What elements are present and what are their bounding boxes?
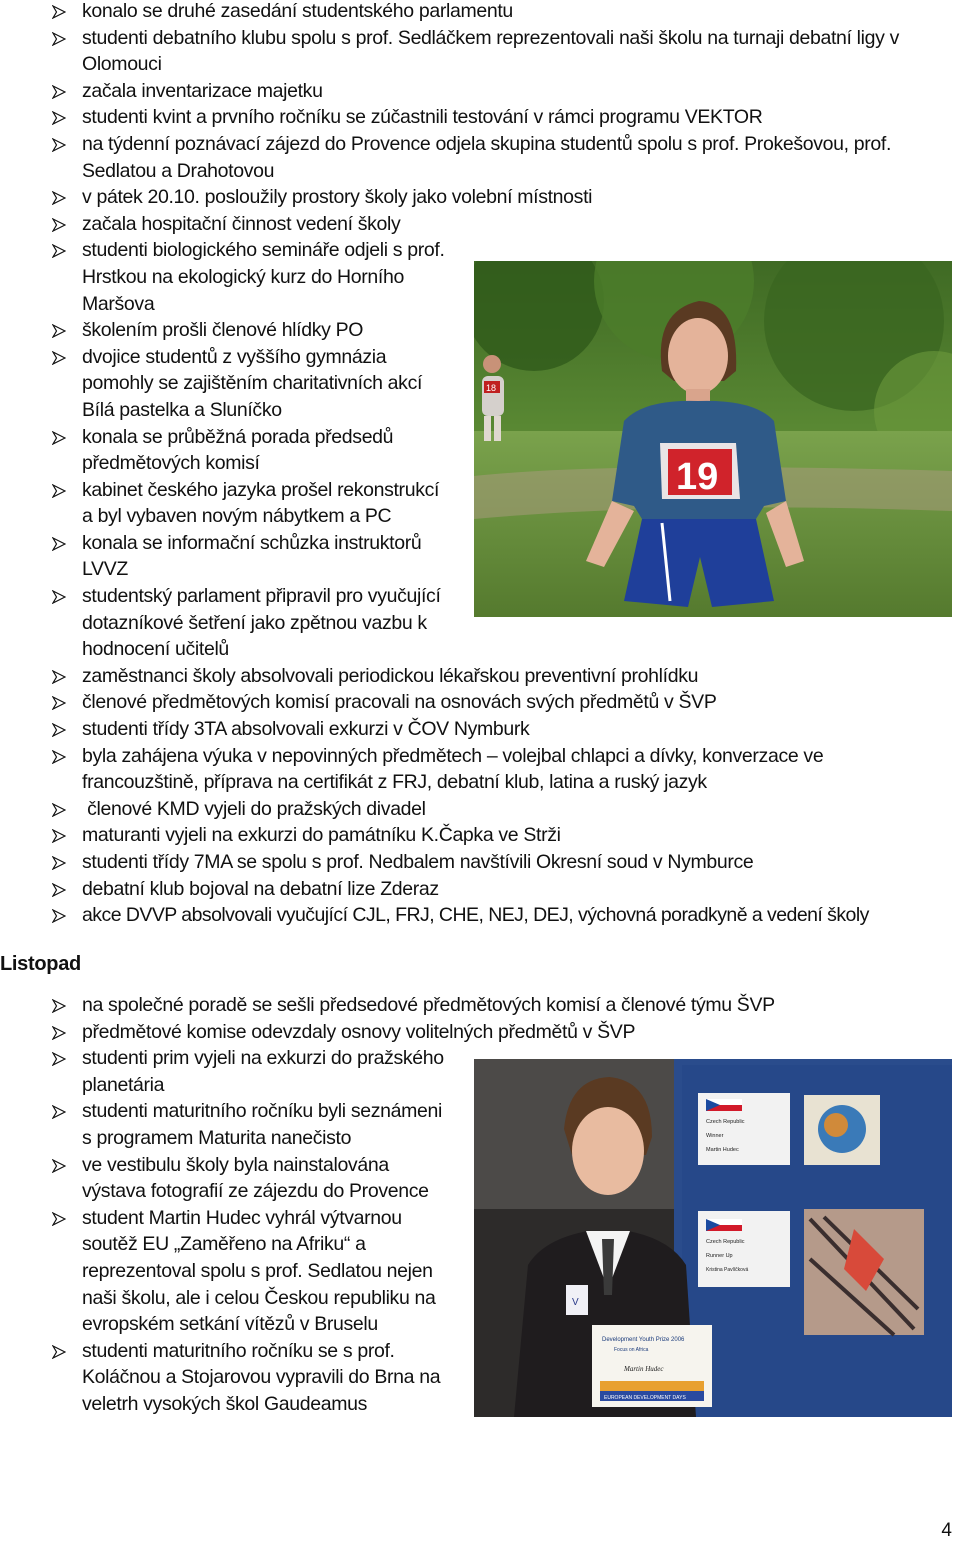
list-item-text: kabinet českého jazyka prošel rekonstrukcí a byl vybaven novým nábytkem a PC bbox=[82, 478, 440, 528]
list-item bbox=[0, 0, 960, 25]
list-item bbox=[0, 992, 960, 1019]
list-item-text: na týdenní poznávací zájezd do Provence odjela skupina studentů spolu s prof. Prokešovou, prof. Sedlatou a Drahotovou bbox=[82, 132, 892, 182]
list-item-text: studenti prim vyjeli na exkurzi do pražského planetária bbox=[82, 1047, 444, 1096]
arrow-chevron-icon bbox=[52, 351, 66, 365]
list-item-text: ve vestibulu školy byla nainstalována výstava fotografií ze zájezdu do Provence bbox=[82, 1153, 429, 1203]
list-item-text: začala hospitační činnost vedení školy bbox=[82, 212, 401, 235]
student-photo-graphic bbox=[474, 1059, 952, 1417]
svg-text:19: 19 bbox=[676, 456, 719, 498]
list-item bbox=[0, 78, 960, 105]
runner-photo-graphic bbox=[474, 261, 952, 617]
list-item bbox=[0, 25, 960, 78]
arrow-chevron-icon bbox=[52, 5, 66, 19]
list-item-text: studenti třídy 3TA absolvovali exkurzi v ČOV Nymburk bbox=[82, 718, 530, 741]
list-item-text: konala se informační schůzka instruktorů LVVZ bbox=[82, 531, 422, 581]
svg-text:Martin Hudec: Martin Hudec bbox=[624, 1365, 664, 1373]
arrow-chevron-icon bbox=[52, 85, 66, 99]
arrow-chevron-icon bbox=[52, 1159, 66, 1173]
arrow-chevron-icon bbox=[52, 138, 66, 152]
arrow-chevron-icon bbox=[52, 909, 66, 923]
list-item-text: začala inventarizace majetku bbox=[82, 79, 323, 102]
arrow-chevron-icon bbox=[52, 1212, 66, 1226]
list-item bbox=[0, 663, 960, 690]
svg-text:Focus on Africa: Focus on Africa bbox=[614, 1347, 649, 1353]
list-item-text: členové KMD vyjeli do pražských divadel bbox=[82, 797, 426, 820]
svg-text:Martin Hudec: Martin Hudec bbox=[706, 1147, 739, 1153]
arrow-chevron-icon bbox=[52, 218, 66, 232]
svg-text:Runner Up: Runner Up bbox=[706, 1253, 733, 1259]
list-item-text: studenti kvint a prvního ročníku se zúčastnili testování v rámci programu VEKTOR bbox=[82, 106, 763, 129]
list-item bbox=[0, 796, 960, 823]
list-item-text: v pátek 20.10. posloužily prostory školy jako volební místnosti bbox=[82, 186, 593, 209]
list-item-text: studentský parlament připravil pro vyučující dotazníkové šetření jako zpětnou vazbu k hodnocení učitelů bbox=[82, 585, 441, 661]
list-item-text: na společné poradě se sešli předsedové předmětových komisí a členové týmu ŠVP bbox=[82, 994, 775, 1016]
list-item-text: dvojice studentů z vyššího gymnázia pomohly se zajištěním charitativních akcí Bílá pastelka a Sluníčko bbox=[82, 345, 423, 421]
arrow-chevron-icon bbox=[52, 111, 66, 125]
arrow-chevron-icon bbox=[52, 750, 66, 764]
svg-text:Czech Republic: Czech Republic bbox=[706, 1239, 745, 1245]
award-certificate bbox=[592, 1325, 712, 1407]
svg-text:Winner: Winner bbox=[706, 1133, 724, 1139]
list-item-text: předmětové komise odevzdaly osnovy volitelných předmětů v ŠVP bbox=[82, 1020, 636, 1043]
list-item bbox=[0, 184, 960, 211]
arrow-chevron-icon bbox=[52, 829, 66, 843]
list-item bbox=[0, 902, 960, 929]
list-item-text: akce DVVP absolvovali vyučující CJL, FRJ, CHE, NEJ, DEJ, výchovná poradkyně a vedení školy bbox=[82, 904, 869, 927]
svg-text:EUROPEAN DEVELOPMENT DAYS: EUROPEAN DEVELOPMENT DAYS bbox=[604, 1395, 686, 1401]
svg-text:Czech Republic: Czech Republic bbox=[706, 1119, 745, 1125]
photo-student-award bbox=[474, 1059, 952, 1417]
arrow-chevron-icon bbox=[52, 537, 66, 551]
svg-text:Kristina Pavlíčková: Kristina Pavlíčková bbox=[706, 1267, 749, 1273]
list-item-text: zaměstnanci školy absolvovali periodickou lékařskou preventivní prohlídku bbox=[82, 664, 699, 687]
arrow-chevron-icon bbox=[52, 723, 66, 737]
list-item-text: maturanti vyjeli na exkurzi do památníku K.Čapka ve Strži bbox=[82, 824, 561, 847]
list-item bbox=[0, 716, 960, 743]
svg-text:V: V bbox=[572, 1297, 579, 1308]
list-item bbox=[0, 822, 960, 849]
list-item-text: konalo se druhé zasedání studentského parlamentu bbox=[82, 0, 513, 22]
arrow-chevron-icon bbox=[52, 1052, 66, 1066]
arrow-chevron-icon bbox=[52, 1345, 66, 1359]
arrow-chevron-icon bbox=[52, 32, 66, 46]
list-item bbox=[0, 131, 960, 184]
arrow-chevron-icon bbox=[52, 670, 66, 684]
list-item bbox=[0, 1019, 960, 1046]
list-item bbox=[0, 743, 960, 796]
list-item bbox=[0, 876, 960, 903]
arrow-chevron-icon bbox=[52, 883, 66, 897]
arrow-chevron-icon bbox=[52, 431, 66, 445]
list-item-text: studenti maturitního ročníku byli seznámeni s programem Maturita nanečisto bbox=[82, 1100, 442, 1149]
arrow-chevron-icon bbox=[52, 244, 66, 258]
photo-cross-country-runner bbox=[474, 261, 952, 617]
list-item bbox=[0, 211, 960, 238]
list-item-text: školením prošli členové hlídky PO bbox=[82, 319, 364, 342]
list-item bbox=[0, 849, 960, 876]
arrow-chevron-icon bbox=[52, 590, 66, 604]
arrow-chevron-icon bbox=[52, 696, 66, 710]
arrow-chevron-icon bbox=[52, 999, 66, 1013]
list-item bbox=[0, 104, 960, 131]
list-item-text: debatní klub bojoval na debatní lize Zderaz bbox=[82, 877, 439, 900]
list-item-text: studenti třídy 7MA se spolu s prof. Nedbalem navštívili Okresní soud v Nymburce bbox=[82, 851, 754, 873]
arrow-chevron-icon bbox=[52, 1026, 66, 1040]
arrow-chevron-icon bbox=[52, 803, 66, 817]
list-item-text: studenti maturitního ročníku se s prof. Koláčnou a Stojarovou vypravili do Brna na veletrh vysokých škol Gaudeamus bbox=[82, 1339, 441, 1415]
arrow-chevron-icon bbox=[52, 324, 66, 338]
svg-text:18: 18 bbox=[486, 383, 497, 393]
list-item bbox=[0, 689, 960, 716]
page-number: 4 bbox=[941, 1520, 952, 1541]
arrow-chevron-icon bbox=[52, 1105, 66, 1119]
arrow-chevron-icon bbox=[52, 484, 66, 498]
list-item-text: členové předmětových komisí pracovali na osnovách svých předmětů v ŠVP bbox=[82, 691, 717, 714]
list-item-text: studenti biologického semináře odjeli s prof. Hrstkou na ekologický kurz do Horního Maršova bbox=[82, 239, 445, 315]
list-item-text: studenti debatního klubu spolu s prof. Sedláčkem reprezentovali naši školu na turnaji debatní ligy v Olomouci bbox=[82, 26, 900, 76]
svg-text:Development Youth Prize 2006: Development Youth Prize 2006 bbox=[602, 1337, 685, 1343]
winner-poster bbox=[698, 1093, 880, 1165]
arrow-chevron-icon bbox=[52, 856, 66, 870]
list-item-text: byla zahájena výuka v nepovinných předmětech – volejbal chlapci a dívky, konverzace ve francouzštině, příprava na certifikát z FRJ, debatní klub, latina a ruský jazyk bbox=[82, 744, 824, 794]
list-item-text: student Martin Hudec vyhrál výtvarnou soutěž EU „Zaměřeno na Afriku“ a reprezentoval spolu s prof. Sedlatou nejen naši školu, ale i celou Českou republiku na evropském setkání vítězů v Bruselu bbox=[82, 1206, 436, 1336]
section-heading: Listopad bbox=[0, 953, 81, 975]
list-item-text: konala se průběžná porada předsedů předmětových komisí bbox=[82, 425, 394, 475]
arrow-chevron-icon bbox=[52, 191, 66, 205]
